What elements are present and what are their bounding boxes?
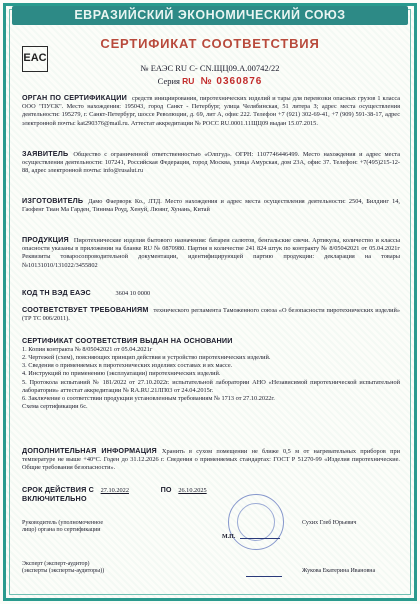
serial-number: № 0360876 (200, 76, 263, 87)
additional-section (22, 447, 400, 473)
basis-section (22, 337, 400, 411)
header-banner (12, 6, 408, 25)
applicant-section (22, 150, 400, 176)
organ-section (22, 94, 400, 128)
series-code: RU (182, 76, 195, 86)
manufacturer-section (22, 197, 400, 214)
requirements-text: технического регламента Таможенного союза «О безопасности пиротехнических изделий» (ТР ТС 006/2011). (22, 307, 400, 323)
certificate-number (0, 63, 420, 73)
additional-label: ДОПОЛНИТЕЛЬНАЯ ИНФОРМАЦИЯ (22, 446, 157, 455)
validity-to: 26.10.2025 (178, 487, 207, 494)
organ-label: ОРГАН ПО СЕРТИФИКАЦИИ (22, 93, 127, 102)
basis-item: 5. Протокола испытаний № 181/2022 от 27.10.2022г. испытательной лаборатории АНО «Независимой пиротехнической испытательной лаборатории» аттестат аккредитации № RA.RU.21ЛП03 от 24.04.2015г. (22, 378, 400, 394)
series-label: Серия (157, 76, 180, 86)
basis-item: 2. Чертежей (схем), поясняющих принцип действия и устройство пиротехнических изделий. (22, 354, 271, 362)
banner-text: ЕВРАЗИЙСКИЙ ЭКОНОМИЧЕСКИЙ СОЮЗ (74, 8, 346, 22)
scheme-text: Схема сертификации 6с. (22, 402, 88, 410)
basis-item: 4. Инструкций по применению (эксплуатации) пиротехнических изделий. (22, 370, 221, 378)
validity-label: СРОК ДЕЙСТВИЯ С (22, 485, 95, 494)
expert-role-line2: (эксперты (эксперты-аудиторы)) (22, 568, 105, 575)
requirements-section (22, 306, 400, 323)
expert-signature-row (22, 561, 400, 575)
expert-role-line1: Эксперт (эксперт-аудитор) (22, 561, 90, 567)
validity-to-label: ПО (160, 485, 172, 494)
expert-name: Жукова Екатерина Ивановна (302, 568, 376, 574)
validity-from: 27.10.2022 (100, 487, 129, 494)
product-text: Пиротехнические изделия бытового назначения: батареи салютов, бенгальские свечи. Артикулы, количество и классы опасности указаны в приложении на бланке RU № 0870980. Партия в количестве 241 824 штук по контракту № 8/05042021 от 05.04.2021г Реквизиты товаросопроводительной документации, идентифицирующей партию продукции: декларация на товары №10131010/131022/3455802 (22, 237, 400, 269)
requirements-label: СООТВЕТСТВУЕТ ТРЕБОВАНИЯМ (22, 305, 149, 314)
head-role-line1: Руководитель (уполномоченное (22, 520, 104, 526)
basis-list (22, 346, 400, 403)
manufacturer-label: ИЗГОТОВИТЕЛЬ (22, 196, 84, 205)
series-line (0, 76, 420, 87)
manufacturer-text: Дамо Фаерворк Ко., ЛТД. Место нахождения и адрес места осуществления деятельности: 2504, Билдинг 14, Гаофенг Тиан Ма Гарден, Тиннма Роуд, Хенуй, Люянг, Хунань, Китай (22, 198, 400, 214)
tnved-label: КОД ТН ВЭД ЕАЭС (22, 288, 91, 297)
eac-logo: EAC (22, 46, 48, 72)
number-prefix: № ЕАЭС (140, 63, 174, 73)
head-name: Сухих Глеб Юрьевич (302, 520, 357, 526)
number-value: RU С- CN.ЩЦ09.А.00742/22 (175, 63, 280, 73)
head-role-line2: лицо) органа по сертификации (22, 527, 101, 534)
basis-item: 1. Копия контракта № 8/05042021 от 05.04.2021г (22, 346, 153, 354)
tnved-section (22, 289, 400, 298)
tnved-code: 3604 10 0000 (115, 290, 151, 297)
validity-section (22, 486, 400, 503)
basis-label: СЕРТИФИКАТ СООТВЕТСТВИЯ ВЫДАН НА ОСНОВАНИИ (22, 336, 233, 345)
applicant-text: Общество с ограниченной ответственностью «Олпгуд». ОГРН: 1107746446499. Место нахождения и адрес места осуществления деятельности: 107241, Российская Федерация, город Москва, улица Амурская, дом 23А, офис 37. Телефон: +7(495)215-12-88, адрес электронной почты: info@rusalut.ru (22, 151, 400, 175)
stamp-mp: М.П. (222, 534, 236, 540)
applicant-label: ЗАЯВИТЕЛЬ (22, 149, 69, 158)
certificate-title: СЕРТИФИКАТ СООТВЕТСТВИЯ (100, 36, 320, 51)
validity-inclusive: ВКЛЮЧИТЕЛЬНО (22, 494, 87, 504)
additional-text: Хранить в сухом помещении не ближе 0,5 м от нагревательных приборов при температуре не выше +40°С. Годен до 31.12.2026 г. Сведения о применяемых стандартах: ГОСТ Р 51270-99 «Изделия пиротехнические. Общие требования безопасности». (22, 448, 400, 472)
product-section (22, 236, 400, 270)
organ-text: средств инициирования, пиротехнических изделий и тары для перевозки опасных грузов 1 класса ООО "ПУСК". Место нахождения: 195043, город Санкт - Петербург, улица Челябинская, 51 литера З; адрес места осуществления деятельности: 195279, г. Санкт-Петербург, шоссе Революции, д. 69, лит А, офис 222. Телефон +7 (921) 302-69-41, +7 (909) 591-38-17, адрес электронной почты: kat290376@mail.ru. Аттестат аккредитации № РОСС RU.0001.11ЩЦ09 выдан 15.07.2015. (22, 95, 401, 127)
basis-item: 3. Сведения о применяемых в пиротехнических изделиях составах и их массе. (22, 362, 233, 370)
head-signature-row (22, 520, 400, 540)
basis-item: 6. Заключение о соответствии продукции установленным требованиям № 1713 от 27.10.2022г. (22, 394, 275, 402)
product-label: ПРОДУКЦИЯ (22, 235, 69, 244)
